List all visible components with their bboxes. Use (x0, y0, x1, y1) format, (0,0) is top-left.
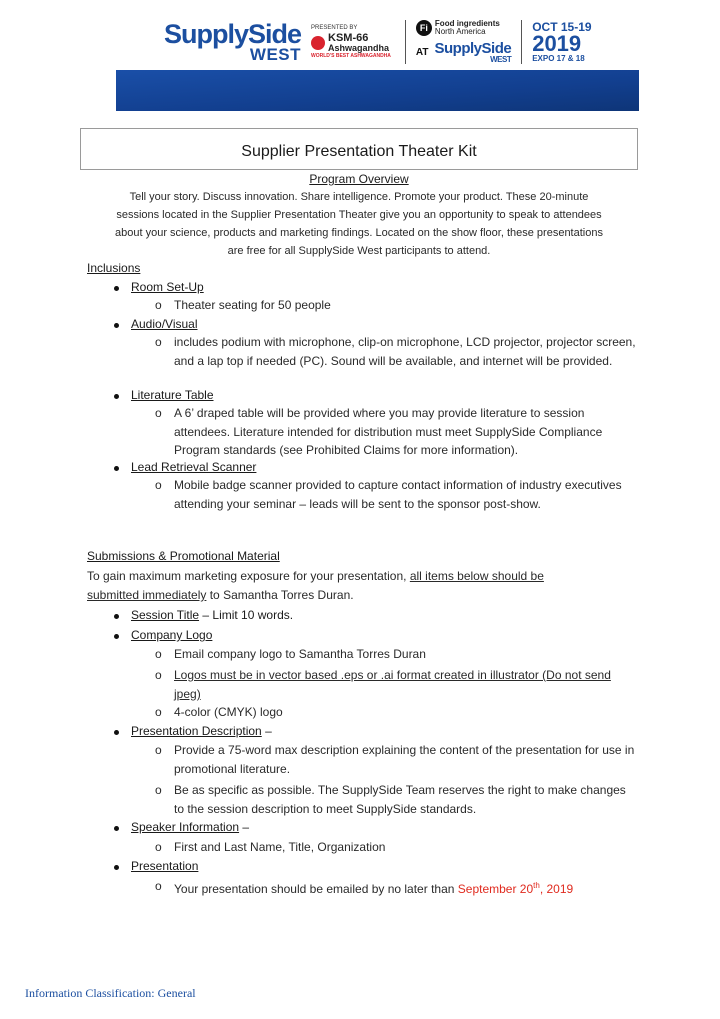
classification-footer: Information Classification: General (25, 986, 196, 1000)
fi-north-america-logo (416, 20, 511, 64)
fi-supplyside: SupplySide (434, 40, 512, 57)
sub-item-text: First and Last Name, Title, Organization (174, 840, 386, 854)
ksm66-logo (311, 25, 391, 59)
sub-bullet-icon: o (155, 879, 162, 893)
sub-item-text (174, 877, 636, 899)
sub-bullet-icon: o (155, 783, 162, 797)
sub-bullet-icon: o (155, 478, 162, 492)
ksm-sub: Ashwagandha (328, 42, 390, 53)
sub-bullet-icon: o (155, 335, 162, 349)
west-wordmark: WEST (249, 45, 302, 64)
item-label: Presentation (131, 859, 199, 873)
event-dates (532, 21, 591, 63)
ksm-tagline: WORLD'S BEST ASHWAGANDHA (311, 52, 391, 59)
fi-at: AT (415, 46, 429, 58)
deadline-date: September 20 (457, 882, 534, 896)
bullet-icon (114, 865, 119, 870)
fi-line2: North America (434, 27, 486, 36)
event-header (116, 10, 639, 111)
intro-text: To gain maximum marketing exposure for your presentation, (87, 569, 410, 583)
bullet-icon (114, 394, 119, 399)
date-divider (521, 20, 522, 64)
bullet-icon (114, 286, 119, 291)
item-label (131, 608, 293, 622)
header-band (116, 70, 639, 111)
intro-line: sessions located in the Supplier Presentation Theater give you an opportunity to speak to attendees (116, 209, 602, 221)
bullet-icon (114, 323, 119, 328)
sub-bullet-icon: o (155, 298, 162, 312)
date-range: OCT 15-19 (532, 20, 592, 34)
session-title-rest: – Limit 10 words. (199, 608, 294, 622)
bullet-icon (114, 826, 119, 831)
bullet-icon (114, 466, 119, 471)
bullet-icon (114, 634, 119, 639)
inclusions-heading: Inclusions (87, 261, 141, 275)
sub-item-text: Mobile badge scanner provided to capture contact information of industry executives attending your seminar – leads will be sent to the sponsor post-show. (174, 478, 622, 511)
intro-emphasis: all items below should be (409, 569, 544, 583)
intro-line: about your science, products and marketing findings. Located on the show floor, these presentations (115, 227, 603, 239)
item-label (131, 724, 272, 738)
date-year: 2019 (532, 31, 582, 56)
session-title-label: Session Title (131, 608, 200, 622)
sub-item-text: Theater seating for 50 people (174, 298, 331, 312)
submissions-heading: Submissions & Promotional Material (87, 549, 280, 563)
sub-item-text: includes podium with microphone, clip-on microphone, LCD projector, projector screen, and a lap top if needed (PC). Sound will be available, and internet will be provided. (174, 335, 636, 368)
fi-mark-icon: Fi (416, 20, 432, 36)
sub-item-text: Email company logo to Samantha Torres Duran (174, 647, 426, 661)
intro-paragraph (80, 188, 638, 260)
intro-text-2: to Samantha Torres Duran. (206, 588, 354, 602)
sub-bullet-icon: o (155, 668, 162, 682)
submissions-intro (87, 567, 637, 605)
speaker-dash: – (239, 820, 250, 834)
sponsor-logos (164, 14, 624, 70)
deadline-year: , 2019 (539, 882, 574, 896)
sub-bullet-icon: o (155, 840, 162, 854)
bullet-icon (114, 614, 119, 619)
bullet-icon (114, 730, 119, 735)
sub-item-text: 4-color (CMYK) logo (174, 705, 283, 719)
fi-line1: Food ingredients (434, 19, 500, 28)
sub-bullet-icon: o (155, 647, 162, 661)
speaker-label: Speaker Information (131, 820, 240, 834)
item-label: Lead Retrieval Scanner (131, 460, 257, 474)
item-label: Literature Table (131, 388, 214, 402)
supplyside-wordmark: SupplySide (164, 19, 302, 49)
sub-item-text: A 6’ draped table will be provided where you may provide literature to session attendees. Literature intended for distribution must meet SupplySide Compliance Program standards (see Prohibited Claims for more information). (174, 406, 603, 457)
item-label (131, 820, 249, 834)
logo-divider (405, 20, 406, 64)
item-label: Audio/Visual (131, 317, 198, 331)
presented-by-label: PRESENTED BY (311, 24, 358, 31)
ksm-leaf-icon (311, 36, 325, 50)
desc-label: Presentation Description (131, 724, 262, 738)
sub-bullet-icon: o (155, 743, 162, 757)
intro-emphasis-2: submitted immediately (87, 588, 207, 602)
deadline-lead: Your presentation should be emailed by no later than (174, 882, 458, 896)
ksm-name: KSM-66 (328, 31, 369, 44)
item-label: Company Logo (131, 628, 213, 642)
desc-dash: – (261, 724, 272, 738)
page-title: Supplier Presentation Theater Kit (241, 143, 477, 160)
deadline-sup: th (533, 881, 540, 890)
title-box (80, 128, 638, 170)
expo-dates: EXPO 17 & 18 (532, 54, 585, 63)
sub-item-text: Be as specific as possible. The SupplySide Team reserves the right to make changes to the session description to meet SupplySide standards. (174, 783, 626, 816)
item-label: Room Set-Up (131, 280, 204, 294)
sub-bullet-icon: o (155, 705, 162, 719)
sub-bullet-icon: o (155, 406, 162, 420)
fi-west: WEST (490, 55, 512, 64)
intro-line: Tell your story. Discuss innovation. Share intelligence. Promote your product. These 20-minute (129, 191, 589, 203)
sub-item-text: Provide a 75-word max description explaining the content of the presentation for use in promotional literature. (174, 743, 635, 776)
sub-item-text: Logos must be in vector based .eps or .ai format created in illustrator (Do not send jpeg) (174, 668, 611, 701)
intro-line: are free for all SupplySide West participants to attend. (227, 245, 491, 257)
program-overview-heading: Program Overview (309, 172, 409, 186)
supplyside-west-logo (164, 21, 301, 63)
